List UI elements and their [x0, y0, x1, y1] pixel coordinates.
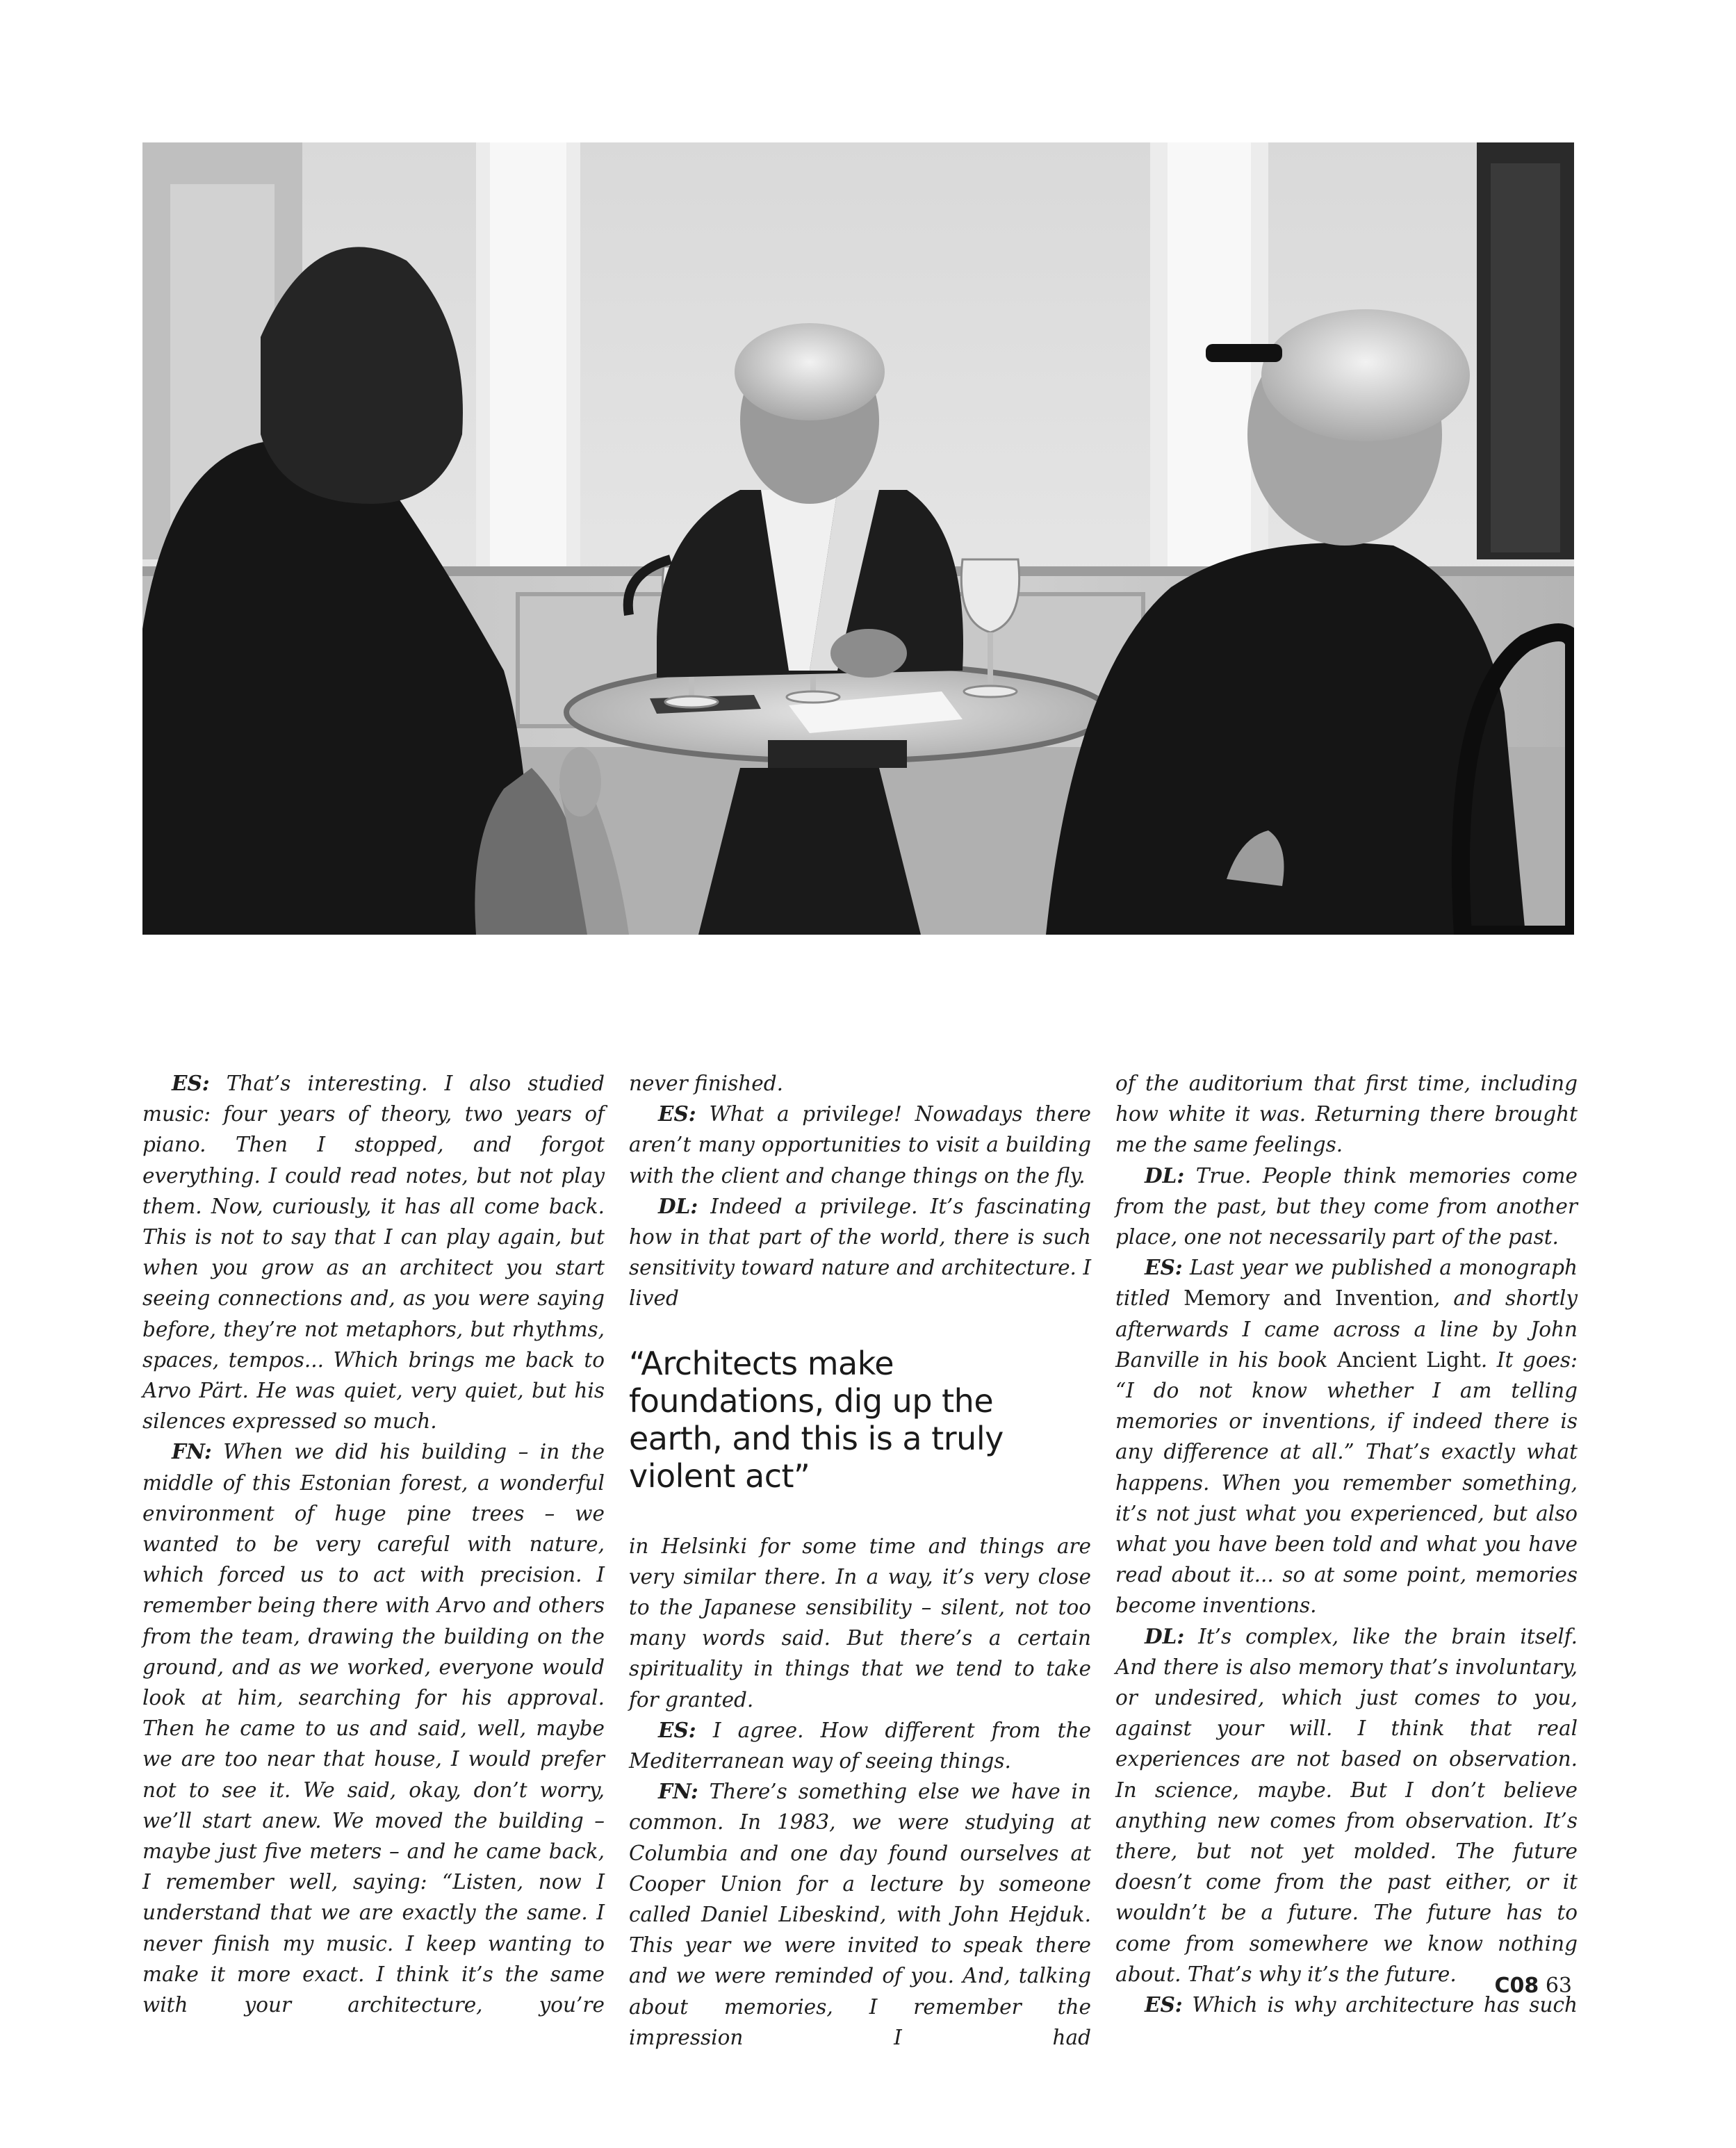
speaker-label: DL: — [658, 1193, 698, 1218]
speaker-label: ES: — [658, 1717, 696, 1742]
paragraph — [629, 1715, 1091, 1776]
page-folio — [1495, 1974, 1573, 1998]
photo-illustration — [142, 142, 1574, 935]
interview-photo — [142, 142, 1574, 935]
paragraph — [629, 1191, 1091, 1314]
paragraph — [629, 1099, 1091, 1191]
paragraph — [1115, 1161, 1578, 1253]
paragraph-text: . It goes: “I do not know whether I am telling memories or inventions, if indeed there is any difference at all.” That’s exactly what happens. When you remember something, it’s not just what you experienced, but also what you have been told and what you have read about it... so at some point, memories become inventions. — [1115, 1347, 1578, 1618]
speaker-label: FN: — [172, 1439, 212, 1464]
book-title: Ancient Light — [1337, 1347, 1481, 1372]
paragraph-text: , and shortly afterwards I came across a line by John Banville in his book — [1115, 1286, 1578, 1372]
paragraph-text: never finished. — [629, 1072, 784, 1095]
paragraph — [1115, 1068, 1578, 1161]
paragraph — [629, 1776, 1091, 2053]
speaker-label: DL: — [1145, 1623, 1185, 1648]
paragraph-text: When we did his building – in the middle of this Estonian forest, a wonderful environment of huge pine trees – we wanted to be very careful with nature, which forced us to act with precision. I remember being there with Arvo and others from the team, drawing the building on the ground, and as we worked, everyone would look at him, searching for his approval. Then he came to us and said, well, maybe we are too near that house, I would prefer not to see it. We said, okay, don’t worry, we’ll start anew. We moved the building – maybe just five meters – and he came back, I remember well, saying: “Listen, now I understand that we are exactly the same. I never finish my music. I keep wanting to make it more exact. I think it’s the same with your architecture, you’re — [142, 1440, 605, 2017]
paragraph-text: I agree. How different from the Mediterranean way of seeing things. — [629, 1718, 1091, 1773]
paragraph — [1115, 1621, 1578, 1990]
speaker-label: ES: — [172, 1071, 210, 1095]
paragraph-text: Last year we published a monograph titled — [1115, 1256, 1578, 1311]
speaker-label: ES: — [1145, 1992, 1183, 2017]
speaker-label: FN: — [658, 1779, 698, 1804]
paragraph — [142, 1068, 605, 1436]
magazine-issue: C08 — [1494, 1974, 1539, 1998]
paragraph-text: There’s something else we have in common. In 1983, we were studying at Columbia and one day found ourselves at Cooper Union for a lecture by someone called Daniel Libeskind, with John Hejduk. This year we were invited to speak there and we were reminded of you. And, talking about memories, I remember the impression I had — [629, 1780, 1091, 2049]
paragraph-text: Which is why architecture has such — [1182, 1993, 1578, 2017]
speaker-label: DL: — [1145, 1163, 1185, 1188]
paragraph-text: What a privilege! Nowadays there aren’t many opportunities to visit a building with the client and change things on the fly. — [629, 1102, 1091, 1188]
page-number: 63 — [1545, 1974, 1572, 1998]
book-title: Memory and Invention — [1184, 1286, 1434, 1311]
speaker-label: ES: — [1145, 1255, 1183, 1280]
paragraph-text: True. People think memories come from the past, but they come from another place, one not necessarily part of the past. — [1115, 1163, 1578, 1249]
text-column-2 — [629, 1068, 1091, 2053]
text-column-1 — [142, 1068, 605, 2020]
paragraph-text: That’s interesting. I also studied music: four years of theory, two years of piano. Then I stopped, and forgot everything. I could read notes, but not play them. Now, curiously, it has all come back. This is not to say that I can play again, but when you grow as an architect you start seeing connections and, as you were saying before, they’re not metaphors, but rhythms, spaces, tempos... Which brings me back to Arvo Pärt. He was quiet, very quiet, but his silences expressed so much. — [142, 1072, 605, 1434]
paragraph — [629, 1531, 1091, 1715]
paragraph — [1115, 1252, 1578, 1621]
paragraph-text: It’s complex, like the brain itself. And there is also memory that’s involuntary, or undesired, which just comes to you, against your will. I think that real experiences are not based on observation. In science, maybe. But I don’t believe anything new comes from observation. It’s there, but not yet molded. The future doesn’t come from the past either, or it wouldn’t be a future. The future has to come from somewhere we know nothing about. That’s why it’s the future. — [1115, 1624, 1578, 1986]
paragraph-text: Indeed a privilege. It’s fascinating how in that part of the world, there is such sensitivity toward nature and architecture. I lived — [629, 1194, 1091, 1311]
speaker-label: ES: — [658, 1101, 696, 1126]
paragraph — [142, 1436, 605, 2020]
paragraph-text: in Helsinki for some time and things are very similar there. In a way, it’s very close to the Japanese sensibility – silent, not too many words said. But there’s a certain spirituality in things that we tend to take for granted. — [629, 1534, 1091, 1712]
paragraph-text: of the auditorium that first time, including how white it was. Returning there brought me the same feelings. — [1115, 1072, 1578, 1157]
text-column-3 — [1115, 1068, 1578, 2020]
pull-quote: “Architects make foundations, dig up the earth, and this is a truly violent act” — [629, 1344, 1004, 1495]
paragraph — [629, 1068, 1091, 1099]
